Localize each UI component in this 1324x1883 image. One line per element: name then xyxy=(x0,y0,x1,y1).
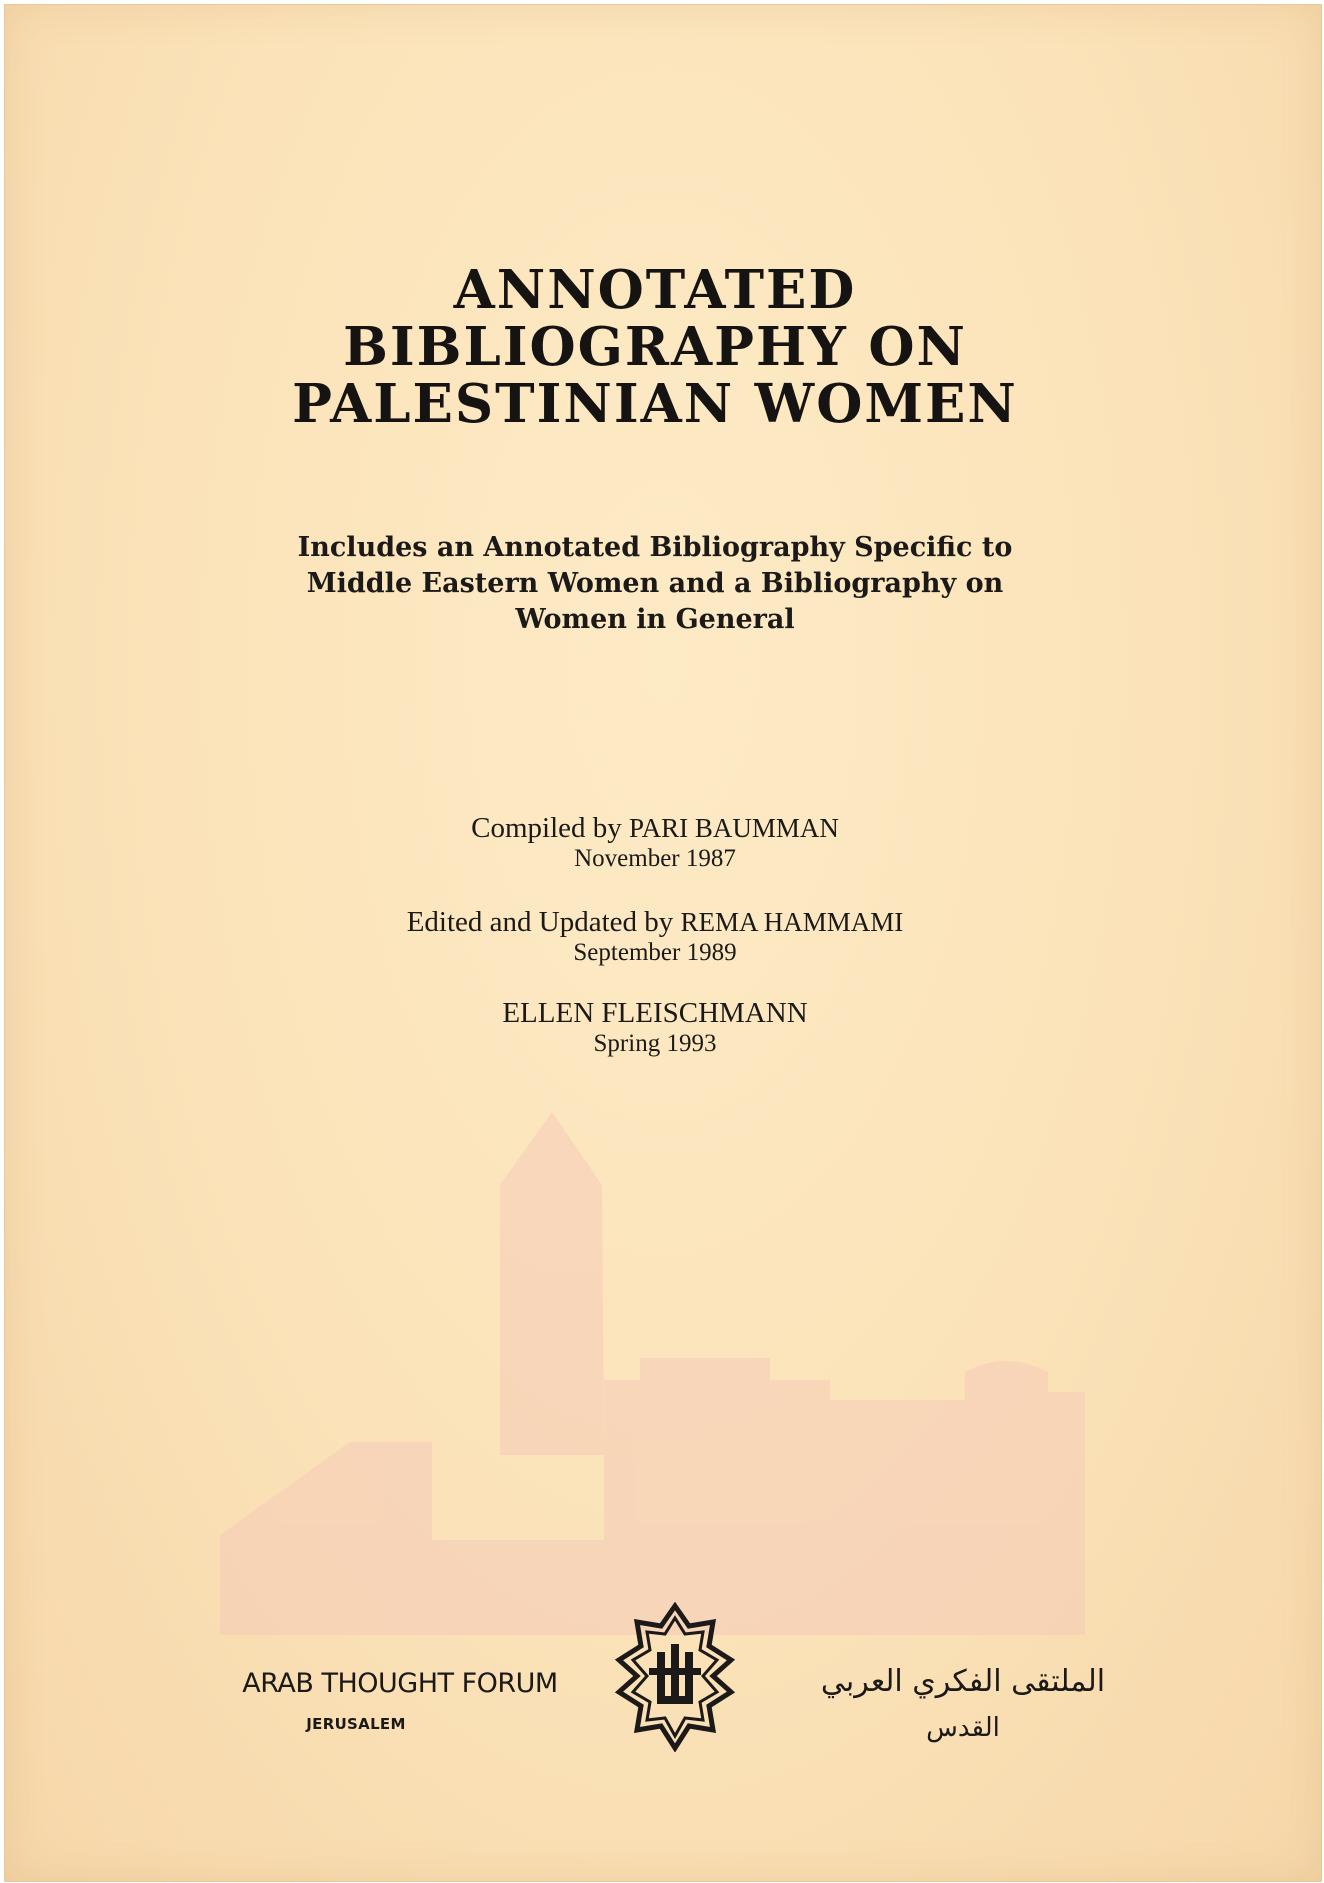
compiler-name: PARI BAUMMAN xyxy=(629,813,839,843)
publisher-name-ar: الملتقى الفكري العربي xyxy=(820,1664,1106,1699)
edited-by-label: Edited and Updated by xyxy=(406,906,674,938)
title-line-1: ANNOTATED xyxy=(453,259,857,321)
subtitle-line-1: Includes an Annotated Bibliography Specific to xyxy=(297,532,1013,563)
edited-date: September 1989 xyxy=(573,939,737,966)
edited-credit xyxy=(0,906,1310,967)
compiled-by-label: Compiled by xyxy=(471,812,622,844)
compiled-date: November 1987 xyxy=(574,845,736,872)
publisher-city-en: JERUSALEM xyxy=(306,1715,406,1733)
publisher-arabic xyxy=(808,1664,1118,1743)
subtitle-line-3: Women in General xyxy=(515,604,795,635)
skyline-buildings xyxy=(220,1358,1085,1575)
third-contributor-name: ELLEN FLEISCHMANN xyxy=(502,997,808,1029)
title-line-2: BIBLIOGRAPHY ON xyxy=(343,316,967,378)
subtitle-line-2: Middle Eastern Women and a Bibliography on xyxy=(306,568,1004,599)
third-credit xyxy=(0,997,1310,1058)
publisher-name-en: ARAB THOUGHT FORUM xyxy=(242,1668,558,1699)
arab-thought-forum-logo-icon xyxy=(605,1602,745,1752)
book-title xyxy=(0,259,1310,435)
third-contributor-date: Spring 1993 xyxy=(593,1030,717,1057)
skyline-tower xyxy=(500,1112,604,1455)
compiled-credit xyxy=(0,812,1310,873)
title-line-3: PALESTINIAN WOMEN xyxy=(292,373,1018,435)
book-subtitle xyxy=(0,530,1310,638)
publisher-city-ar: القدس xyxy=(926,1713,1000,1743)
editor-name: REMA HAMMAMI xyxy=(680,907,904,937)
publisher-english xyxy=(230,1668,570,1733)
